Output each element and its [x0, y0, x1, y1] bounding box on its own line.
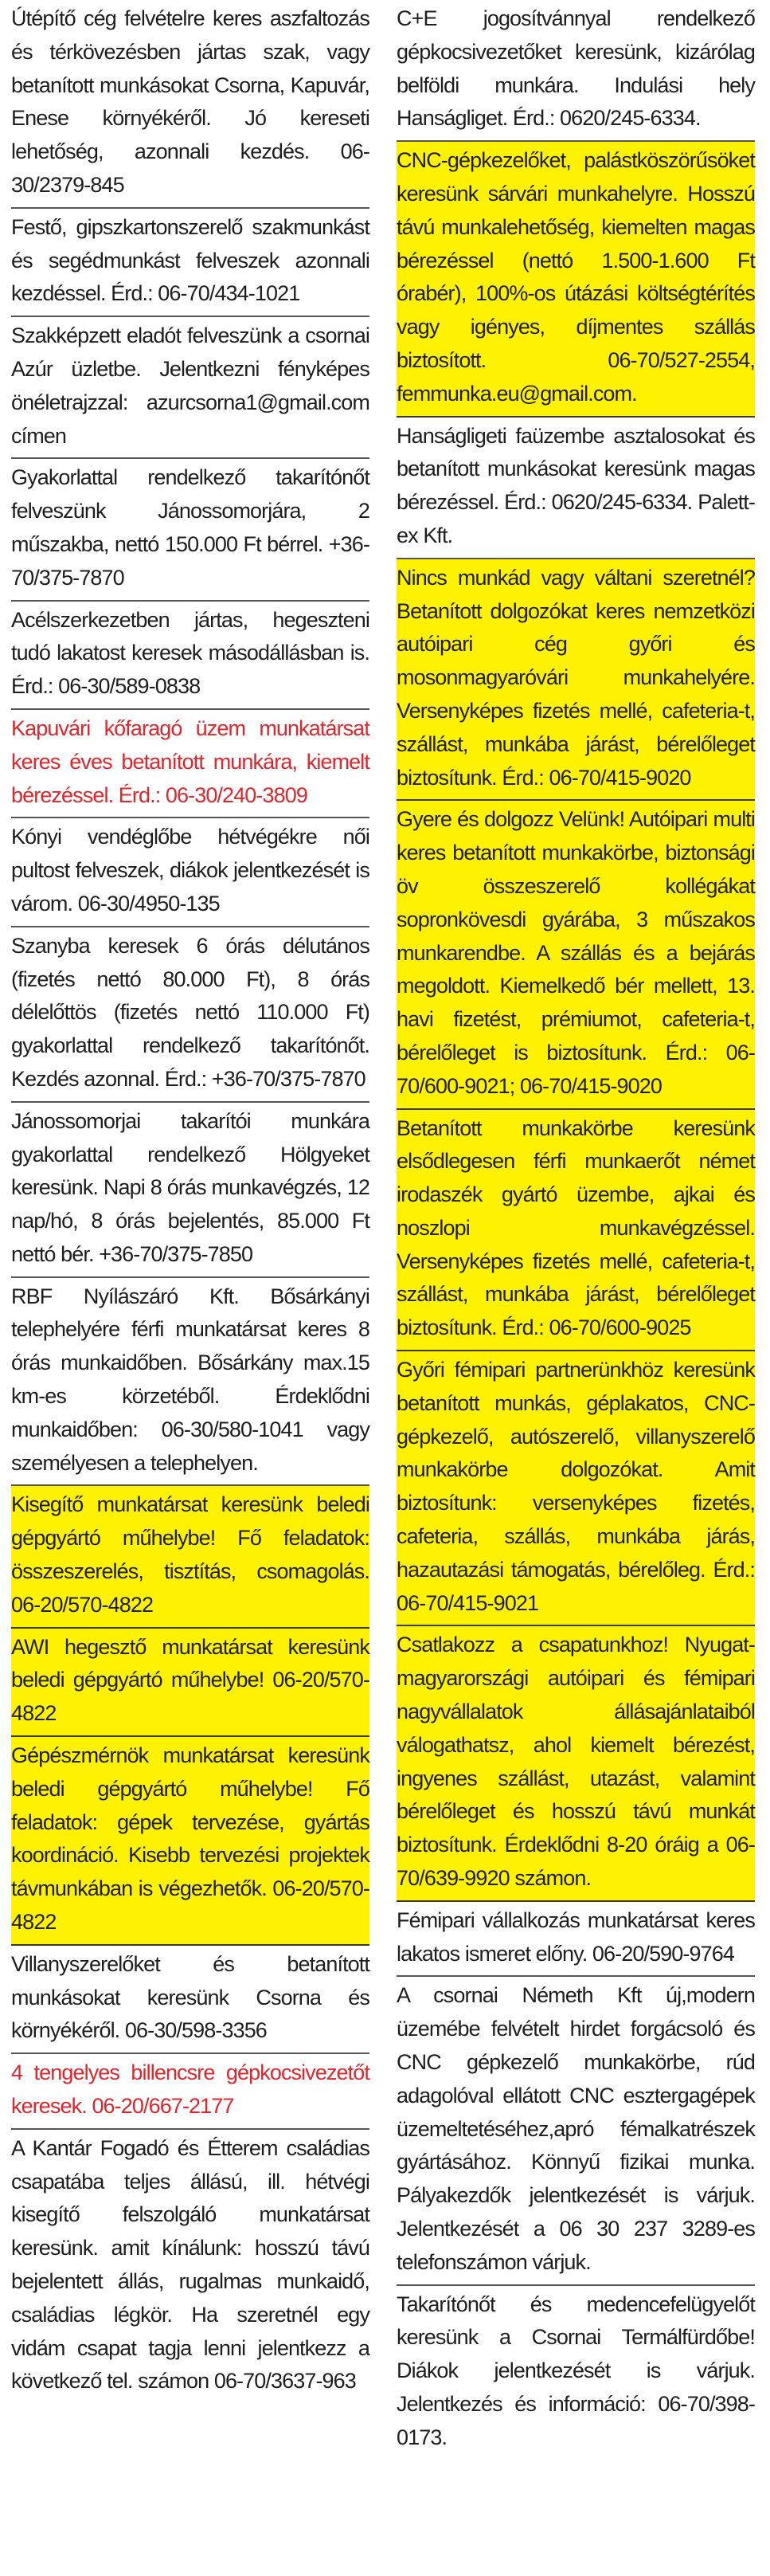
ad-text: Csatlakozz a csapatunkhoz! Nyugat-magyarországi autóipari és fémipari nagyvállalatok állásajánlataiból válogathatsz, ahol kiemelt bérezést, ingyenes szállást, utazást, valamint bérelőleget és hosszú távú munkát biztosítunk. Érdeklődni 8-20 óráig a 06-70/639-9920 számon. — [397, 1633, 755, 1891]
ad-item — [11, 1486, 369, 1628]
ad-item — [397, 1110, 755, 1352]
ad-item — [397, 1626, 755, 1901]
ad-item — [11, 818, 369, 927]
ad-item — [11, 602, 369, 710]
ad-text: C+E jogosítvánnyal rendelkező gépkocsivezetőket keresünk, kizárólag belföldi munkára. Indulási hely Hanságliget. Érd.: 0620/245-6334. — [397, 6, 755, 131]
ad-text: Festő, gipszkartonszerelő szakmunkást és segédmunkást felveszek azonnali kezdéssel. Érd.: 06-70/434-1021 — [11, 214, 369, 306]
ad-item — [11, 1629, 369, 1737]
ad-text: Acélszerkezetben jártas, hegeszteni tudó lakatost keresek másodállásban is. Érd.: 06-30/589-0838 — [11, 607, 369, 699]
ad-item — [11, 459, 369, 601]
ad-item — [11, 1103, 369, 1278]
ad-item — [397, 1902, 755, 1978]
ad-text: Kapuvári kőfaragó üzem munkatársat keres éves betanított munkára, kiemelt bérezéssel. Érd.: 06-30/240-3809 — [11, 716, 369, 807]
ad-text: Gyakorlattal rendelkező takarítónőt felveszünk Jánossomorjára, 2 műszakba, nettó 150.000 Ft bérrel. +36-70/375-7870 — [11, 465, 369, 590]
ad-text: Jánossomorjai takarítói munkára gyakorlattal rendelkező Hölgyeket keresünk. Napi 8 órás munkavégzés, 12 nap/hó, 8 órás bejelentés, 85.000 Ft nettó bér. +36-70/375-7850 — [11, 1108, 369, 1266]
ad-item — [11, 1946, 369, 2054]
ad-text: A csornai Németh Kft új,modern üzemébe felvételt hirdet forgácsoló és CNC gépkezelő munkakörbe, rúd adagolóval ellátott CNC esztergagépek üzemeltetéséhez,apró fémalkatrészek gyártásához. Könnyű fizikai munka. Pályakezdők jelentkezését is várjuk. Jelentkezését a 06 30 237 3289-es telefonszámon várjuk. — [397, 1983, 755, 2274]
ad-item — [397, 1351, 755, 1626]
ad-text: Útépítő cég felvételre keres aszfaltozás és térkövezésben jártas szak, vagy betanított munkásokat Csorna, Kapuvár, Enese környékéről. Jó kereseti lehetőség, azonnali kezdés. 06-30/2379-845 — [11, 6, 369, 197]
ad-item — [397, 559, 755, 802]
ad-text: AWI hegesztő munkatársat keresünk beledi gépgyártó műhelybe! 06-20/570-4822 — [11, 1634, 369, 1726]
ad-text: RBF Nyílászáró Kft. Bősárkányi telephelyére férfi munkatársat keres 8 órás munkaidőben. Bősárkány max.15 km-es körzetéből. Érdeklődni munkaidőben: 06-30/580-1041 vagy személyesen a telephelyen. — [11, 1284, 369, 1475]
ad-text: Szanyba keresek 6 órás délutános (fizetés nettó 80.000 Ft), 8 órás délelőttös (fizetés nettó 110.000 Ft) gyakorlattal rendelkező takarítónőt. Kezdés azonnal. Érd.: +36-70/375-7870 — [11, 933, 369, 1091]
ad-item — [397, 1977, 755, 2285]
ad-item — [11, 2130, 369, 2403]
ad-item — [397, 418, 755, 559]
ad-text: Győri fémipari partnerünkhöz keresünk betanított munkás, géplakatos, CNC-gépkezelő, autószerelő, villanyszerelő munkakörbe dolgozókat. Amit biztosítunk: versenyképes fizetés, cafeteria, szállás, munkába járás, hazautazási támogatás, bérelőleg. Érd.: 06-70/415-9021 — [397, 1358, 755, 1615]
ad-text: Gépészmérnök munkatársat keresünk beledi gépgyártó műhelybe! Fő feladatok: gépek tervezése, gyártás koordináció. Kisebb tervezési projektek távmunkában is végezhetők. 06-20/570-4822 — [11, 1743, 369, 1935]
ad-item — [11, 209, 369, 317]
ad-text: Villanyszerelőket és betanított munkásokat keresünk Csorna és környékéről. 06-30/598-3356 — [11, 1951, 369, 2043]
ad-item — [11, 2054, 369, 2130]
ad-item — [11, 1278, 369, 1487]
ad-text: Nincs munkád vagy váltani szeretnél? Betanított dolgozókat keres nemzetközi autóipari cég győri és mosonmagyaróvári munkahelyére. Versenyképes fizetés mellé, cafeteria-t, szállást, munkába járást, bérelőleget biztosítunk. Érd.: 06-70/415-9020 — [397, 565, 755, 790]
ad-text: Szakképzett eladót felveszünk a csornai Azúr üzletbe. Jelentkezni fényképes önéletrajzzal: azurcsorna1@gmail.com címen — [11, 323, 369, 448]
ad-text: Gyere és dolgozz Velünk! Autóipari multi keres betanított munkakörbe, biztonsági öv összeszerelő kollégákat sopronkövesdi gyárába, 3 műszakos munkarendbe. A szállás és a bejárás megoldott. Kiemelkedő bér mellett, 13. havi fizetést, prémiumot, cafeteria-t, bérelőleget is biztosítunk. Érd.: 06-70/600-9021; 06-70/415-9020 — [397, 807, 755, 1098]
ad-text: CNC-gépkezelőket, palástköszörűsöket keresünk sárvári munkahelyre. Hosszú távú munkalehetőség, kiemelten magas bérezéssel (nettó 1.500-1.600 Ft órabér), 100%-os útázási költségtérítés vagy igényes, díjmentes szállás biztosított. 06-70/527-2554, femmunka.eu@gmail.com. — [397, 148, 755, 406]
left-column — [11, 0, 369, 2403]
ad-text: 4 tengelyes billencsre gépkocsivezetőt keresek. 06-20/667-2177 — [11, 2060, 369, 2119]
ad-text: Betanított munkakörbe keresünk elsődlegesen férfi munkaerőt német irodaszék gyártó üzembe, ajkai és noszlopi munkavégzéssel. Versenyképes fizetés mellé, cafeteria-t, szállást, munkába járást, bérelőleget biztosítunk. Érd.: 06-70/600-9025 — [397, 1115, 755, 1340]
ad-item — [11, 927, 369, 1103]
ad-item — [397, 2286, 755, 2460]
ad-item — [11, 317, 369, 459]
ad-item — [397, 0, 755, 142]
ad-text: Fémipari vállalkozás munkatársat keres lakatos ismeret előny. 06-20/590-9764 — [397, 1907, 755, 1966]
ad-text: Kisegítő munkatársat keresünk beledi gépgyártó műhelybe! Fő feladatok: összeszerelés, tisztítás, csomagolás. 06-20/570-4822 — [11, 1492, 369, 1617]
right-column — [397, 0, 755, 2460]
ad-item — [397, 801, 755, 1109]
ad-text: Kónyi vendéglőbe hétvégékre női pultost felveszek, diákok jelentkezését is várom. 06-30/4950-135 — [11, 825, 369, 916]
ad-item — [11, 0, 369, 209]
ad-item — [11, 1737, 369, 1946]
ad-item — [11, 710, 369, 818]
ad-text: Hanságligeti faüzembe asztalosokat és betanított munkásokat keresünk magas bérezéssel. Érd.: 0620/245-6334. Palett-ex Kft. — [397, 423, 755, 547]
ad-text: A Kantár Fogadó és Étterem családias csapatába teljes állású, ill. hétvégi kisegítő felszolgáló munkatársat keresünk. amit kínálunk: hosszú távú bejelentett állás, rugalmas munkaidő, családias légkör. Ha szeretnél egy vidám csapat tagja lenni jelentkezz a következő tel. számon 06-70/3637-963 — [11, 2135, 369, 2394]
ad-item — [397, 142, 755, 417]
ad-text: Takarítónőt és medencefelügyelőt keresünk a Csornai Termálfürdőbe! Diákok jelentkezését is várjuk. Jelentkezés és információ: 06-70/398-0173. — [397, 2292, 755, 2449]
